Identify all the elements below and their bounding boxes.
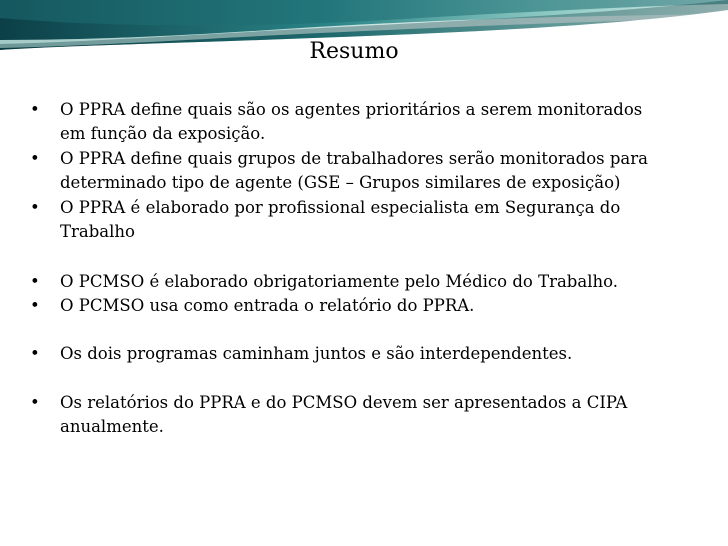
slide-title: Resumo: [309, 39, 399, 64]
bullet-dot: •: [30, 344, 40, 363]
bullet-dot: •: [30, 100, 40, 119]
bullet-line: O PPRA define quais grupos de trabalhadores serão monitorados para: [60, 149, 648, 168]
bullet-line: O PCMSO usa como entrada o relatório do PPRA.: [60, 296, 475, 315]
bullet-line: Trabalho: [60, 221, 135, 241]
bullet-dot: •: [30, 149, 40, 168]
bullet-line: O PCMSO é elaborado obrigatoriamente pelo Médico do Trabalho.: [60, 272, 618, 291]
bullet-dot: •: [30, 198, 40, 217]
bullet-text: [60, 342, 700, 366]
bullet-line: em função da exposição.: [60, 123, 266, 143]
bullet-line: O PPRA define quais são os agentes prioritários a serem monitorados: [60, 100, 643, 119]
bullet-text: [60, 270, 700, 294]
bullet-line: anualmente.: [60, 416, 164, 436]
bullet-text: [60, 147, 700, 194]
bullet-line: O PPRA é elaborado por profissional especialista em Segurança do: [60, 198, 621, 217]
bullet-line: Os dois programas caminham juntos e são interdependentes.: [60, 344, 573, 363]
bullet-text: [60, 294, 700, 318]
bullet-dot: •: [30, 296, 40, 315]
bullet-text: [60, 196, 700, 243]
bullet-line: determinado tipo de agente (GSE – Grupos similares de exposição): [60, 172, 621, 192]
bullet-text: [60, 391, 700, 438]
bullet-text: [60, 98, 700, 145]
bullet-dot: •: [30, 393, 40, 412]
bullet-dot: •: [30, 272, 40, 291]
bullet-line: Os relatórios do PPRA e do PCMSO devem ser apresentados a CIPA: [60, 393, 628, 412]
